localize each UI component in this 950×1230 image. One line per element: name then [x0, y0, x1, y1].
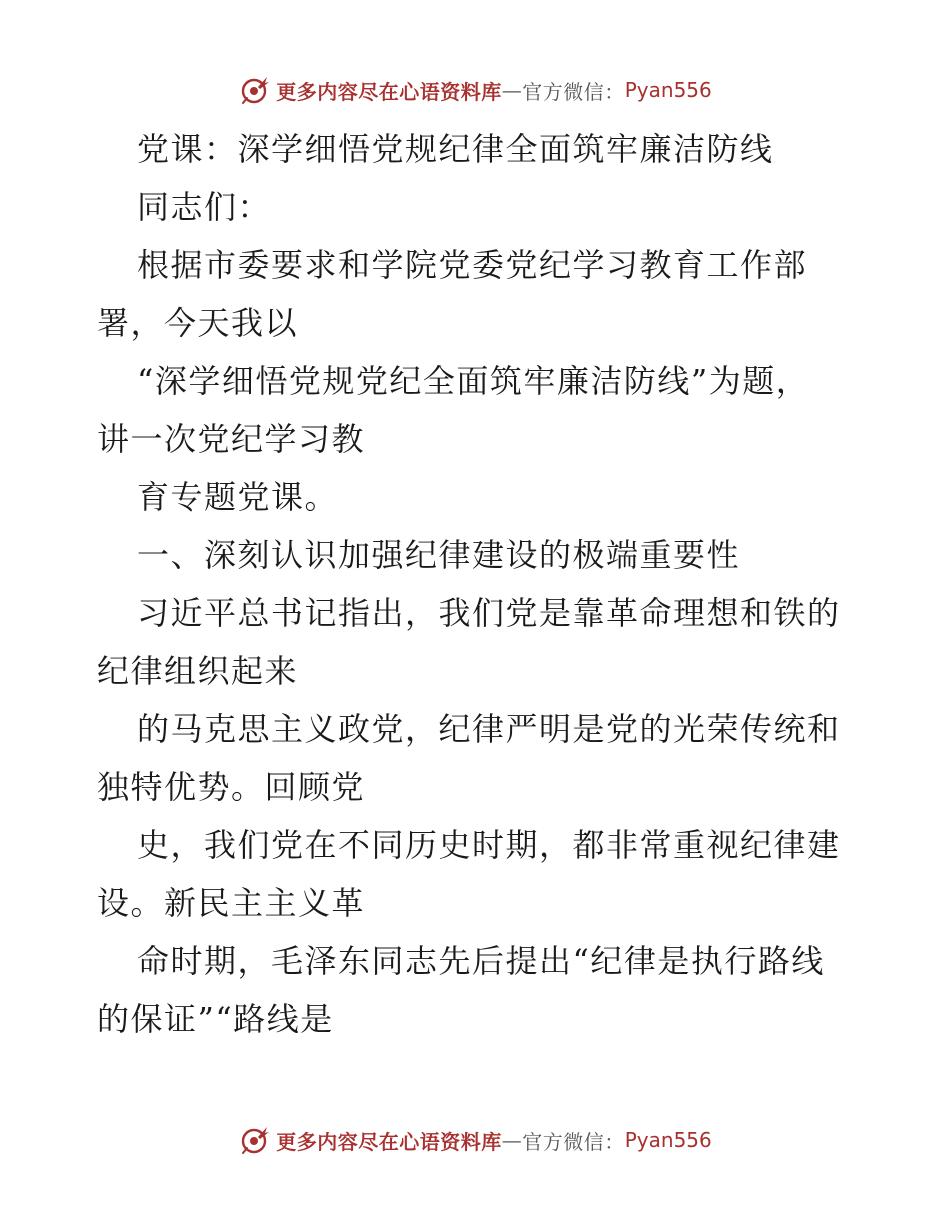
body-line: 史，我们党在不同历史时期，都非常重视纪律建	[137, 826, 841, 864]
body-line: “深学细悟党规党纪全面筑牢廉洁防线”为题，	[137, 362, 810, 400]
quill-logo-icon	[238, 1124, 270, 1156]
document-title: 党课：深学细悟党规纪律全面筑牢廉洁防线	[137, 130, 774, 168]
section-heading: 一、深刻认识加强纪律建设的极端重要性	[137, 536, 741, 574]
watermark-wechat-label: 官方微信：	[522, 79, 625, 104]
body-line: 育专题党课。	[137, 478, 339, 516]
body-line: 命时期，毛泽东同志先后提出“纪律是执行路线	[137, 942, 825, 980]
body-line: 设。新民主主义革	[97, 884, 366, 922]
watermark-separator: —	[501, 1128, 523, 1152]
quill-logo-icon	[238, 74, 270, 106]
body-line: 习近平总书记指出，我们党是靠革命理想和铁的	[137, 594, 841, 632]
watermark-banner-top	[0, 70, 950, 110]
watermark-wechat-id: Pyan556	[624, 78, 712, 102]
body-line: 的保证”“路线是	[97, 1000, 334, 1038]
document-body	[97, 120, 857, 1048]
body-line: 纪律组织起来	[97, 652, 299, 690]
body-line: 署，今天我以	[97, 304, 299, 342]
watermark-wechat-id: Pyan556	[624, 1128, 712, 1152]
watermark-site-text: 更多内容尽在心语资料库	[276, 1129, 502, 1154]
body-line: 独特优势。回顾党	[97, 768, 366, 806]
watermark-separator: —	[501, 78, 523, 102]
watermark-wechat-label: 官方微信：	[522, 1129, 625, 1154]
salutation: 同志们：	[137, 188, 272, 226]
body-line: 根据市委要求和学院党委党纪学习教育工作部	[137, 246, 808, 284]
body-line: 的马克思主义政党，纪律严明是党的光荣传统和	[137, 710, 841, 748]
watermark-banner-bottom	[0, 1120, 950, 1160]
body-line: 讲一次党纪学习教	[97, 420, 366, 458]
watermark-site-text: 更多内容尽在心语资料库	[276, 79, 502, 104]
